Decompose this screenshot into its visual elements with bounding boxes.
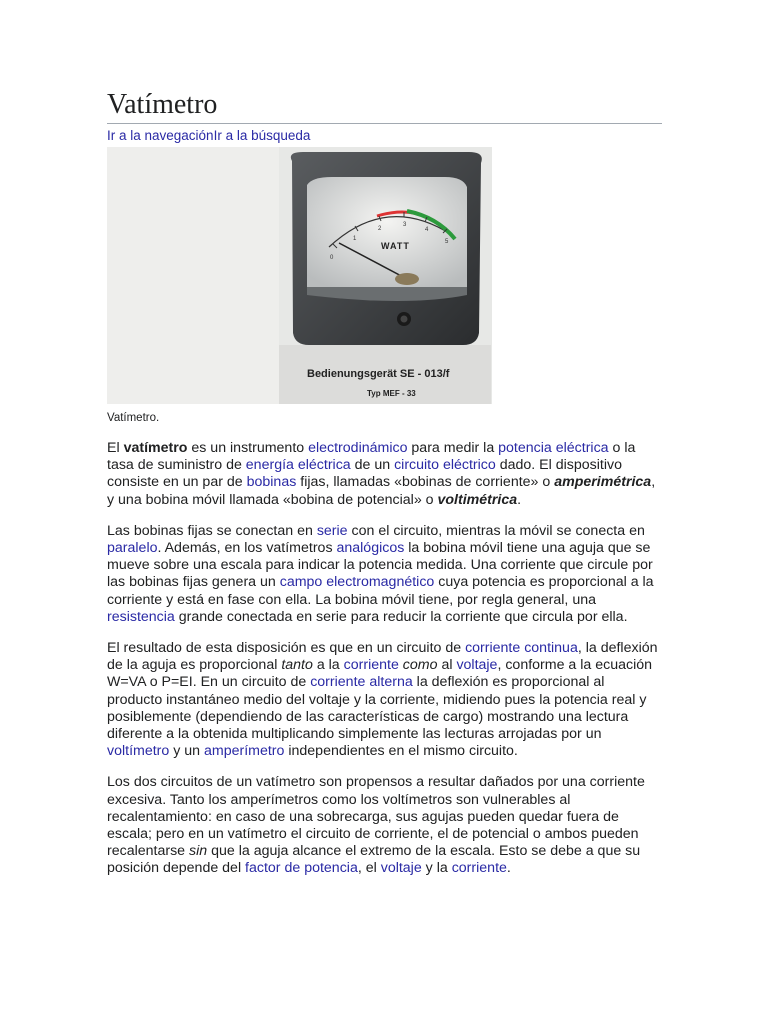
- link-amperimetro[interactable]: amperímetro: [204, 743, 285, 760]
- link-electrodinamico[interactable]: electrodinámico: [308, 440, 408, 456]
- scale-label: 5: [445, 239, 449, 245]
- link-paralelo[interactable]: paralelo: [107, 540, 158, 557]
- italic-term: sin: [189, 843, 208, 860]
- text-run: El resultado de esta disposición es que en un circuito de: [107, 640, 466, 657]
- scale-label: 4: [425, 227, 429, 233]
- scale-label: 0: [330, 255, 334, 261]
- text-run: grande conectada en serie para reducir la corriente que circula por ella.: [174, 608, 628, 625]
- paragraph-2: [107, 523, 662, 626]
- page-title: Vatímetro: [107, 88, 662, 124]
- jump-to-search-link[interactable]: Ir a la búsqueda: [213, 128, 311, 143]
- text-run: o la tasa de suministro de: [107, 440, 636, 474]
- text-run: Los dos circuitos de un vatímetro son propensos a resultar dañados por una corriente excesiva. Tanto los amperímetros como los voltímetros son vulnerables al recalentamiento: en caso de una sobrecarga, sus agujas pueden quedar fuera de escala; pero en un vatímetro el circuito de corriente, el de potencial o ambos pueden recalentarse: [107, 774, 645, 860]
- text-run: cuya potencia es proporcional a la corriente y está en fase con ella. La bobina móvil tiene, por regla general, una: [107, 574, 654, 608]
- text-run: Las bobinas fijas se conectan en: [107, 522, 317, 539]
- text-run: , y una bobina móvil llamada «bobina de potencial» o: [107, 474, 656, 508]
- meter-face: [307, 177, 467, 287]
- wattmeter-photo[interactable]: [107, 147, 492, 404]
- link-campo-electromagnetico[interactable]: campo electromagnético: [279, 574, 435, 591]
- link-bobinas[interactable]: bobinas: [246, 474, 297, 491]
- text-run: .: [517, 491, 522, 508]
- paragraph-4: [107, 774, 662, 877]
- bold-term: vatímetro: [123, 440, 188, 456]
- jump-links: [107, 127, 662, 145]
- text-run: con el circuito, mientras la móvil se conecta en: [347, 522, 645, 539]
- text-run: al: [437, 657, 457, 674]
- link-energia-electrica[interactable]: energía eléctrica: [245, 457, 351, 474]
- wattmeter-image: [107, 147, 492, 404]
- text-run: dado. El dispositivo consiste en un par de: [107, 457, 622, 491]
- link-resistencia[interactable]: resistencia: [107, 608, 175, 625]
- paragraph-1: [107, 440, 662, 509]
- bold-italic-term: amperimétrica: [554, 474, 652, 491]
- link-serie[interactable]: serie: [316, 522, 348, 539]
- article: [107, 88, 662, 878]
- text-run: de un: [350, 457, 395, 474]
- bold-italic-term: voltimétrica: [437, 491, 518, 508]
- text-run: para medir la: [407, 440, 499, 456]
- link-corriente[interactable]: corriente: [343, 657, 399, 674]
- link-voltimetro[interactable]: voltímetro: [107, 743, 170, 760]
- text-run: , conforme a la ecuación W=VA o P=EI. En un circuito de: [107, 657, 653, 691]
- text-run: , la deflexión de la aguja es proporcional: [107, 640, 658, 674]
- text-run: que la aguja alcance el extremo de la escala. Esto se debe a que su posición depende del: [107, 843, 641, 877]
- scale-label: 2: [378, 226, 382, 232]
- dial-word: WATT: [381, 241, 410, 251]
- text-run: la bobina móvil tiene una aguja que se mueve sobre una escala para indicar la potencia medida. Una corriente que circule por las bobinas fijas genera un: [107, 540, 653, 591]
- plate-type: Typ MEF - 33: [367, 389, 416, 398]
- italic-term: tanto: [281, 657, 313, 674]
- text-run: a la: [312, 657, 344, 674]
- italic-term: como: [402, 657, 438, 674]
- figure-caption: Vatímetro.: [107, 412, 160, 424]
- text-run: independientes en el mismo circuito.: [284, 743, 518, 760]
- link-factor-de-potencia[interactable]: factor de potencia: [245, 860, 358, 877]
- link-voltaje[interactable]: voltaje: [456, 657, 498, 674]
- text-run: la deflexión es proporcional al producto instantáneo medio del voltaje y la corriente, midiendo pues la potencia real y posiblemente (dependiendo de las características de cargo) mostrando una lectura diferente a la obtenida multiplicando simplemente las lecturas arrojadas por un: [107, 674, 647, 743]
- link-corriente-2[interactable]: corriente: [451, 860, 507, 877]
- link-potencia-electrica[interactable]: potencia eléctrica: [498, 440, 609, 456]
- text-run: y la: [421, 860, 452, 877]
- text-run: , el: [357, 860, 381, 877]
- link-analogicos[interactable]: analógicos: [336, 540, 405, 557]
- plate-text: Bedienungsgerät SE - 013/f: [307, 368, 450, 380]
- scale-label: 3: [403, 222, 407, 228]
- link-corriente-continua[interactable]: corriente continua: [465, 640, 578, 657]
- link-voltaje-2[interactable]: voltaje: [380, 860, 422, 877]
- text-run: y un: [169, 743, 204, 760]
- link-circuito-electrico[interactable]: circuito eléctrico: [394, 457, 496, 474]
- text-run: . Además, en los vatímetros: [157, 540, 337, 557]
- text-run: El: [107, 440, 124, 456]
- text-run: es un instrumento: [187, 440, 309, 456]
- paragraph-3: [107, 640, 662, 760]
- jump-to-navigation-link[interactable]: Ir a la navegación: [107, 128, 214, 143]
- text-run: fijas, llamadas «bobinas de corriente» o: [296, 474, 555, 491]
- scale-label: 1: [353, 236, 357, 242]
- link-corriente-alterna[interactable]: corriente alterna: [310, 674, 413, 691]
- text-run: .: [506, 860, 511, 877]
